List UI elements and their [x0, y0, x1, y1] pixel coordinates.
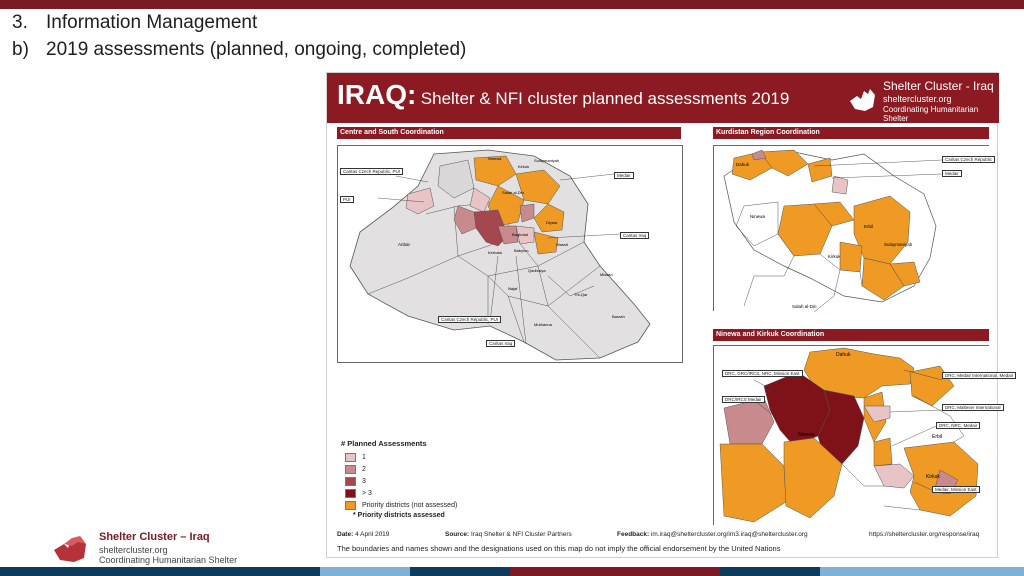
legend-swatch-4	[345, 489, 356, 498]
legend-swatch-2	[345, 465, 356, 474]
cs-callout-caritas-iraq-1: Caritas Iraq	[620, 232, 649, 239]
cs-label-najaf: Najaf	[508, 286, 518, 291]
cs-callout-medair: Medair	[614, 172, 634, 179]
kr-label-sulaymaniyah: Sulaymaniyah	[884, 242, 913, 247]
legend-item-5	[345, 499, 457, 511]
outline-item-2	[12, 39, 466, 61]
poster-date-label: Date:	[337, 531, 354, 538]
legend-swatch-5	[345, 501, 356, 510]
poster-feedback-value: im.iraq@sheltercluster.org/im3.iraq@sheltercluster.org	[650, 531, 808, 538]
outline-item-1	[12, 12, 257, 34]
nk-label-ninewa: Ninewa	[798, 432, 815, 438]
bottom-bar-segment-5	[720, 567, 820, 576]
shelter-cluster-footer-logo-icon	[52, 530, 94, 564]
nk-callout-drc-ircs-medair: DRC/IRCS Medair	[722, 396, 765, 403]
legend-title: # Planned Assessments	[341, 439, 427, 448]
legend-swatch-3	[345, 477, 356, 486]
outline-item-2-number: b)	[12, 39, 29, 60]
bottom-bar-segment-1	[0, 567, 320, 576]
cs-callout-pui: PUI	[340, 196, 354, 203]
legend-label-4: > 3	[362, 489, 372, 497]
poster-title-country: IRAQ:	[337, 79, 417, 110]
bottom-bar-segment-4	[510, 567, 720, 576]
legend-item-2	[345, 463, 457, 475]
poster-brand-tagline: Coordinating Humanitarian Shelter	[883, 105, 979, 123]
poster-title-text: Shelter & NFI cluster planned assessments 2019	[420, 89, 790, 108]
poster-source-label: Source:	[445, 531, 470, 538]
cs-label-baghdad: Baghdad	[512, 232, 529, 237]
cs-label-salah-al-din: Salah al-Din	[502, 190, 524, 195]
shelter-cluster-logo-icon	[847, 81, 881, 115]
kr-label-ninewa: Ninewa	[750, 214, 766, 219]
poster-feedback-label: Feedback:	[617, 531, 650, 538]
cs-label-ninewa: Ninewa	[488, 156, 502, 161]
legend-item-3	[345, 475, 457, 487]
cs-label-sulaymaniyah: Sulaymaniyah	[534, 158, 560, 163]
footer-site: sheltercluster.org	[99, 545, 168, 555]
bottom-bar-segment-2	[320, 567, 410, 576]
legend-label-5: Priority districts (not assessed)	[362, 501, 458, 509]
nk-callout-drc-malteser: DRC, Malteser International	[942, 404, 1004, 411]
outline-item-1-number: 3.	[12, 12, 28, 33]
cs-label-kerbala: Kerbala	[488, 250, 502, 255]
poster-disclaimer: The boundaries and names shown and the designations used on this map do not imply the official endorsement by the United Nations	[337, 544, 781, 553]
cs-callout-caritas-czech-pui-1: Caritas Czech Republic, PUI	[340, 168, 403, 175]
legend-label-2: 2	[362, 465, 366, 473]
kr-label-dahuk: Dahuk	[736, 162, 750, 167]
poster-source-value: Iraq Shelter & NFI Cluster Partners	[471, 531, 572, 538]
cs-label-kirkuk: Kirkuk	[518, 164, 530, 169]
cs-callout-caritas-iraq-2: Caritas Iraq	[486, 340, 515, 347]
cs-label-basrah: Basrah	[612, 314, 625, 319]
nk-callout-medair-mission-east: Medair, Mission East	[932, 486, 980, 493]
cs-label-muthanna: Muthanna	[534, 322, 552, 327]
slide-footer	[99, 531, 237, 565]
poster-header	[327, 73, 999, 123]
legend-label-3: 3	[362, 477, 366, 485]
kr-label-erbil: Erbil	[864, 224, 874, 229]
bottom-bar-segment-3	[410, 567, 510, 576]
section-header-kurdistan: Kurdistan Region Coordination	[713, 127, 989, 139]
nk-label-dahuk: Dahuk	[836, 352, 851, 358]
outline-item-2-text: 2019 assessments (planned, ongoing, completed)	[46, 39, 467, 60]
map-ninewa-kirkuk	[713, 345, 1014, 525]
poster-footer	[337, 531, 991, 553]
legend-star-note: * Priority districts assessed	[353, 512, 445, 519]
poster-title	[337, 79, 789, 111]
kr-label-salah-al-din: Salah al-Din	[792, 304, 817, 309]
cs-label-missan: Missan	[600, 272, 613, 277]
cs-label-diyala: Diyala	[546, 220, 558, 225]
section-header-centre-south: Centre and South Coordination	[337, 127, 681, 139]
cs-label-babylon: Babylon	[514, 248, 529, 253]
map-poster	[326, 72, 1014, 558]
nk-callout-drc-grc-nrc-mission-east: DRC, GRC/IRCS, NRC, Mission East	[722, 370, 803, 377]
cs-label-qadissiya: Qadissiya	[528, 268, 546, 273]
kr-label-kirkuk: Kirkuk	[828, 254, 841, 259]
nk-callout-drc-nrc-medair: DRC, NRC, Medair	[936, 422, 980, 429]
poster-url[interactable]: https://sheltercluster.org/response/iraq	[869, 531, 980, 538]
kr-callout-medair: Medair	[942, 170, 962, 177]
map-kurdistan	[713, 145, 993, 311]
cs-label-wassit: Wassit	[556, 242, 568, 247]
bottom-bar-segment-6	[820, 567, 1024, 576]
kr-callout-caritas-czech: Caritas Czech Republic	[942, 156, 995, 163]
legend-label-1: 1	[362, 453, 366, 461]
poster-brand-site: sheltercluster.org	[883, 94, 952, 104]
outline-item-1-text: Information Management	[46, 12, 258, 33]
section-header-ninewa-kirkuk: Ninewa and Kirkuk Coordination	[713, 329, 989, 341]
nk-label-kirkuk: Kirkuk	[926, 474, 940, 480]
nk-callout-drc-malteser-medair: DRC, Medair International, Medair	[942, 372, 1016, 379]
legend-swatch-1	[345, 453, 356, 462]
footer-tagline: Coordinating Humanitarian Shelter	[99, 555, 238, 565]
bottom-accent-bar	[0, 567, 1024, 576]
footer-title: Shelter Cluster – Iraq	[99, 531, 210, 543]
poster-date-value: 4 April 2019	[355, 531, 390, 538]
cs-callout-caritas-czech-pui-2: Caritas Czech Republic, PUI	[438, 316, 501, 323]
cs-label-anbar: Anbar	[398, 242, 411, 247]
map-centre-south	[337, 145, 683, 363]
nk-label-erbil: Erbil	[932, 434, 943, 440]
legend-item-1	[345, 451, 457, 463]
legend-item-4	[345, 487, 457, 499]
map-legend	[341, 439, 457, 519]
poster-brand	[883, 79, 999, 123]
poster-brand-name: Shelter Cluster - Iraq	[883, 79, 994, 93]
top-accent-bar	[0, 0, 1024, 9]
cs-label-thi-qar: Thi-Qar	[574, 292, 588, 297]
